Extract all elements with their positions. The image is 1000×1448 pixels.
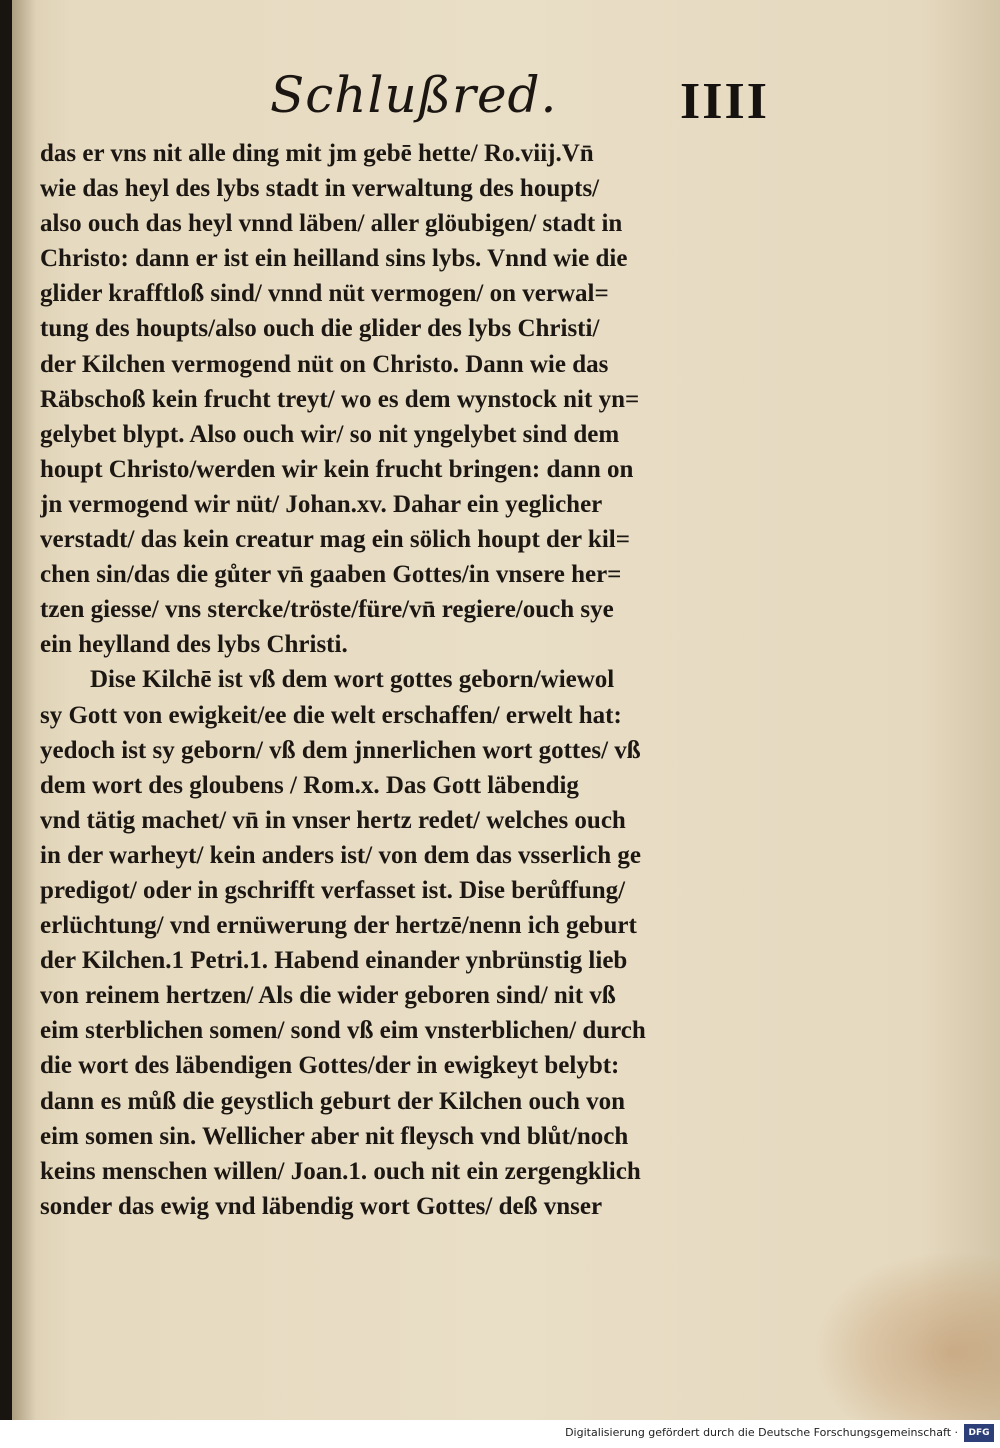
text-line: jn vermogend wir nüt/ Johan.xv. Dahar ein yeglicher (40, 490, 603, 518)
folio-number: IIII (680, 73, 769, 130)
text-line: von reinem hertzen/ Als die wider geboren sind/ nit vß (40, 982, 616, 1010)
text-line: gelybet blypt. Also ouch wir/ so nit yngelybet sind dem (40, 420, 620, 448)
text-line: verstadt/ das kein creatur mag ein sölich houpt der kil= (40, 526, 630, 554)
text-line: also ouch das heyl vnnd läben/ aller glöubigen/ stadt in (40, 210, 623, 238)
text-line: Räbschoß kein frucht treyt/ wo es dem wynstock nit yn= (40, 385, 640, 413)
text-line: chen sin/das die gůter vn̄ gaaben Gottes/in vnsere her= (40, 561, 622, 589)
text-line: yedoch ist sy geborn/ vß dem jnnerlichen wort gottes/ vß (40, 736, 641, 764)
text-line: Christo: dann er ist ein heilland sins lybs. Vnnd wie die (40, 245, 628, 273)
text-line: sy Gott von ewigkeit/ee die welt erschaffen/ erwelt hat: (40, 701, 622, 729)
text-line: tung des houpts/also ouch die glider des lybs Christi/ (40, 315, 600, 343)
text-line: in der warheyt/ kein anders ist/ von dem das vsserlich ge (40, 841, 641, 869)
water-stain (812, 1250, 1000, 1420)
text-line: glider krafftloß sind/ vnnd nüt vermogen/ on verwal= (40, 280, 609, 308)
text-line: eim sterblichen somen/ sond vß eim vnsterblichen/ durch (40, 1017, 646, 1045)
dfg-logo: DFG (964, 1424, 994, 1442)
text-line: ein heylland des lybs Christi. (40, 631, 348, 659)
text-line: eim somen sin. Wellicher aber nit fleysch vnd blůt/noch (40, 1122, 629, 1150)
text-line: der Kilchen.1 Petri.1. Habend einander ynbrünstig lieb (40, 947, 628, 975)
text-line: sonder das ewig vnd läbendig wort Gottes/ deß vnser (40, 1192, 603, 1220)
text-line: tzen giesse/ vns stercke/tröste/füre/vn̄ regiere/ouch sye (40, 596, 614, 624)
text-line: das er vns nit alle ding mit jm gebē hette/ Ro.viij.Vn̄ (40, 140, 594, 167)
funding-credit: Digitalisierung gefördert durch die Deutsche Forschungsgemeinschaft · (565, 1426, 958, 1439)
text-line: erlüchtung/ vnd ernüwerung der hertzē/nenn ich geburt (40, 912, 637, 940)
text-line: die wort des läbendigen Gottes/der in ewigkeyt belybt: (40, 1052, 620, 1080)
text-line: predigot/ oder in gschrifft verfasset ist. Dise berůffung/ (40, 876, 626, 904)
running-title: Schlußred. (270, 66, 558, 124)
text-line: wie das heyl des lybs stadt in verwaltung des houpts/ (40, 175, 600, 203)
text-line: keins menschen willen/ Joan.1. ouch nit ein zergengklich (40, 1157, 641, 1185)
text-line: dem wort des gloubens / Rom.x. Das Gott läbendig (40, 771, 579, 799)
text-line: dann es můß die geystlich geburt der Kilchen ouch von (40, 1087, 626, 1115)
text-block (40, 136, 765, 1224)
text-line: houpt Christo/werden wir kein frucht bringen: dann on (40, 455, 634, 483)
footer-bar (0, 1420, 1000, 1448)
text-line: vnd tätig machet/ vn̄ in vnser hertz redet/ welches ouch (40, 806, 626, 834)
text-line: der Kilchen vermogend nüt on Christo. Dann wie das (40, 350, 609, 378)
paragraph-start-line: Dise Kilchē ist vß dem wort gottes geborn/wiewol (90, 666, 615, 694)
